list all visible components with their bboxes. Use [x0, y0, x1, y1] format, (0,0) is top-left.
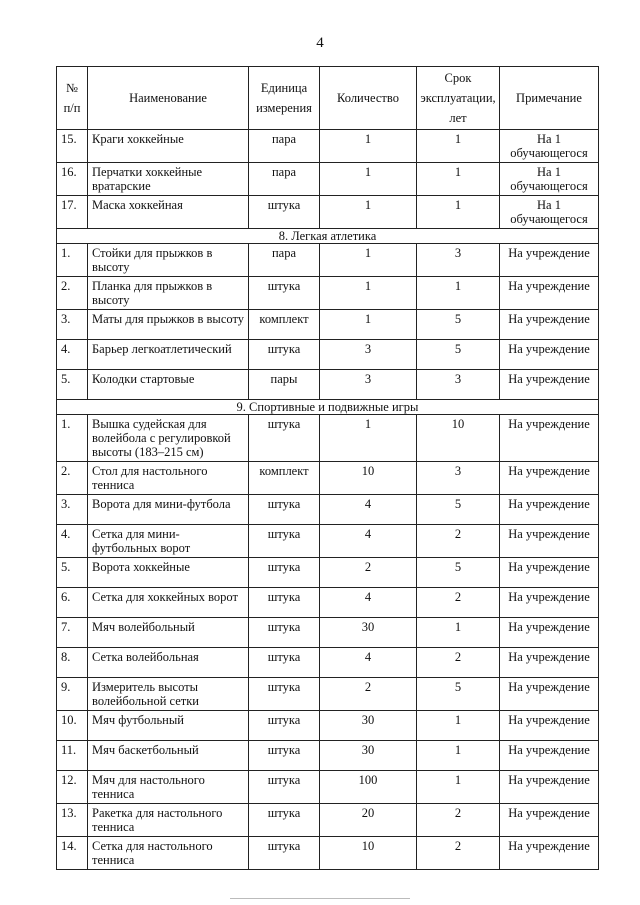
header-service-life: Срок эксплуатации, лет [417, 67, 500, 130]
table-body [57, 130, 599, 870]
item-note: На учреждение [500, 618, 599, 648]
item-service-life: 1 [417, 771, 500, 804]
item-note: На учреждение [500, 837, 599, 870]
item-quantity: 10 [320, 462, 417, 495]
item-service-life: 1 [417, 741, 500, 771]
table-row [57, 244, 599, 277]
table-row [57, 588, 599, 618]
item-quantity: 20 [320, 804, 417, 837]
table-row [57, 196, 599, 229]
table-row [57, 618, 599, 648]
item-unit: штука [249, 618, 320, 648]
item-service-life: 1 [417, 711, 500, 741]
table-row [57, 277, 599, 310]
item-note: На учреждение [500, 588, 599, 618]
item-quantity: 3 [320, 340, 417, 370]
item-name: Перчатки хоккейные вратарские [88, 163, 249, 196]
item-name: Колодки стартовые [88, 370, 249, 400]
row-number: 3. [57, 495, 88, 525]
item-service-life: 2 [417, 525, 500, 558]
item-note: На 1 обучающегося [500, 196, 599, 229]
item-service-life: 1 [417, 130, 500, 163]
item-unit: штука [249, 588, 320, 618]
item-unit: пара [249, 163, 320, 196]
header-note: Примечание [500, 67, 599, 130]
page-edge-line [230, 898, 410, 899]
item-note: На учреждение [500, 244, 599, 277]
item-quantity: 30 [320, 618, 417, 648]
item-quantity: 1 [320, 244, 417, 277]
table-row [57, 804, 599, 837]
row-number: 5. [57, 558, 88, 588]
item-note: На учреждение [500, 648, 599, 678]
item-service-life: 5 [417, 558, 500, 588]
item-note: На 1 обучающегося [500, 163, 599, 196]
table-row [57, 163, 599, 196]
item-service-life: 2 [417, 648, 500, 678]
item-service-life: 1 [417, 618, 500, 648]
row-number: 3. [57, 310, 88, 340]
header-unit: Единица измерения [249, 67, 320, 130]
table-row [57, 525, 599, 558]
table-row [57, 462, 599, 495]
item-name: Стол для настольного тенниса [88, 462, 249, 495]
row-number: 8. [57, 648, 88, 678]
equipment-table [56, 66, 599, 870]
item-name: Ворота для мини-футбола [88, 495, 249, 525]
item-service-life: 5 [417, 310, 500, 340]
header-name: Наименование [88, 67, 249, 130]
item-quantity: 1 [320, 277, 417, 310]
item-service-life: 1 [417, 277, 500, 310]
item-quantity: 30 [320, 741, 417, 771]
item-unit: штука [249, 340, 320, 370]
row-number: 4. [57, 340, 88, 370]
item-name: Маты для прыжков в высоту [88, 310, 249, 340]
item-unit: штука [249, 837, 320, 870]
item-service-life: 3 [417, 244, 500, 277]
item-quantity: 10 [320, 837, 417, 870]
item-name: Вышка судейская для волейбола с регулировкой высоты (183–215 см) [88, 415, 249, 462]
item-name: Сетка для хоккейных ворот [88, 588, 249, 618]
item-name: Мяч баскетбольный [88, 741, 249, 771]
item-unit: штука [249, 196, 320, 229]
item-unit: штука [249, 415, 320, 462]
item-unit: пары [249, 370, 320, 400]
item-note: На учреждение [500, 558, 599, 588]
row-number: 2. [57, 462, 88, 495]
item-service-life: 1 [417, 163, 500, 196]
item-note: На 1 обучающегося [500, 130, 599, 163]
item-name: Стойки для прыжков в высоту [88, 244, 249, 277]
item-note: На учреждение [500, 711, 599, 741]
table-row [57, 340, 599, 370]
item-name: Барьер легкоатлетический [88, 340, 249, 370]
item-quantity: 1 [320, 196, 417, 229]
item-quantity: 4 [320, 588, 417, 618]
item-service-life: 3 [417, 370, 500, 400]
item-quantity: 2 [320, 678, 417, 711]
item-unit: штука [249, 525, 320, 558]
item-unit: штука [249, 741, 320, 771]
row-number: 11. [57, 741, 88, 771]
item-note: На учреждение [500, 804, 599, 837]
section-title: 9. Спортивные и подвижные игры [57, 400, 599, 415]
item-name: Ракетка для настольного тенниса [88, 804, 249, 837]
item-name: Мяч футбольный [88, 711, 249, 741]
row-number: 9. [57, 678, 88, 711]
row-number: 16. [57, 163, 88, 196]
item-name: Сетка для настольного тенниса [88, 837, 249, 870]
row-number: 13. [57, 804, 88, 837]
item-name: Мяч волейбольный [88, 618, 249, 648]
table-row [57, 711, 599, 741]
item-unit: штука [249, 495, 320, 525]
item-service-life: 1 [417, 196, 500, 229]
row-number: 7. [57, 618, 88, 648]
item-name: Планка для прыжков в высоту [88, 277, 249, 310]
item-quantity: 100 [320, 771, 417, 804]
item-note: На учреждение [500, 277, 599, 310]
table-row [57, 130, 599, 163]
item-unit: комплект [249, 310, 320, 340]
section-title: 8. Легкая атлетика [57, 229, 599, 244]
item-note: На учреждение [500, 370, 599, 400]
item-name: Сетка для мини-футбольных ворот [88, 525, 249, 558]
item-name: Измеритель высоты волейбольной сетки [88, 678, 249, 711]
row-number: 2. [57, 277, 88, 310]
item-quantity: 1 [320, 163, 417, 196]
row-number: 12. [57, 771, 88, 804]
item-unit: штука [249, 804, 320, 837]
row-number: 15. [57, 130, 88, 163]
table-row [57, 495, 599, 525]
row-number: 17. [57, 196, 88, 229]
table-row [57, 370, 599, 400]
row-number: 14. [57, 837, 88, 870]
table-header-row [57, 67, 599, 130]
row-number: 1. [57, 244, 88, 277]
item-quantity: 30 [320, 711, 417, 741]
item-note: На учреждение [500, 415, 599, 462]
item-note: На учреждение [500, 340, 599, 370]
item-unit: штука [249, 711, 320, 741]
item-note: На учреждение [500, 495, 599, 525]
row-number: 5. [57, 370, 88, 400]
section-row [57, 400, 599, 415]
item-quantity: 2 [320, 558, 417, 588]
item-service-life: 10 [417, 415, 500, 462]
item-name: Маска хоккейная [88, 196, 249, 229]
row-number: 6. [57, 588, 88, 618]
item-quantity: 1 [320, 310, 417, 340]
item-service-life: 2 [417, 588, 500, 618]
item-service-life: 5 [417, 340, 500, 370]
item-note: На учреждение [500, 771, 599, 804]
row-number: 1. [57, 415, 88, 462]
item-note: На учреждение [500, 310, 599, 340]
item-name: Краги хоккейные [88, 130, 249, 163]
item-quantity: 4 [320, 648, 417, 678]
item-quantity: 4 [320, 495, 417, 525]
item-service-life: 5 [417, 678, 500, 711]
item-unit: штука [249, 771, 320, 804]
item-unit: пара [249, 130, 320, 163]
item-note: На учреждение [500, 525, 599, 558]
item-unit: штука [249, 558, 320, 588]
item-quantity: 4 [320, 525, 417, 558]
item-quantity: 1 [320, 130, 417, 163]
page-number: 4 [316, 35, 324, 51]
item-unit: пара [249, 244, 320, 277]
header-number: № п/п [57, 67, 88, 130]
header-quantity: Количество [320, 67, 417, 130]
table-row [57, 310, 599, 340]
item-service-life: 5 [417, 495, 500, 525]
table-row [57, 648, 599, 678]
table-row [57, 837, 599, 870]
table-row [57, 558, 599, 588]
item-quantity: 1 [320, 415, 417, 462]
item-service-life: 2 [417, 837, 500, 870]
item-note: На учреждение [500, 678, 599, 711]
item-service-life: 3 [417, 462, 500, 495]
table-row [57, 415, 599, 462]
item-quantity: 3 [320, 370, 417, 400]
item-name: Мяч для настольного тенниса [88, 771, 249, 804]
item-unit: штука [249, 678, 320, 711]
table-row [57, 741, 599, 771]
item-note: На учреждение [500, 741, 599, 771]
section-row [57, 229, 599, 244]
item-unit: комплект [249, 462, 320, 495]
item-name: Ворота хоккейные [88, 558, 249, 588]
table-row [57, 771, 599, 804]
item-note: На учреждение [500, 462, 599, 495]
item-unit: штука [249, 277, 320, 310]
item-name: Сетка волейбольная [88, 648, 249, 678]
row-number: 4. [57, 525, 88, 558]
table-row [57, 678, 599, 711]
row-number: 10. [57, 711, 88, 741]
item-service-life: 2 [417, 804, 500, 837]
item-unit: штука [249, 648, 320, 678]
